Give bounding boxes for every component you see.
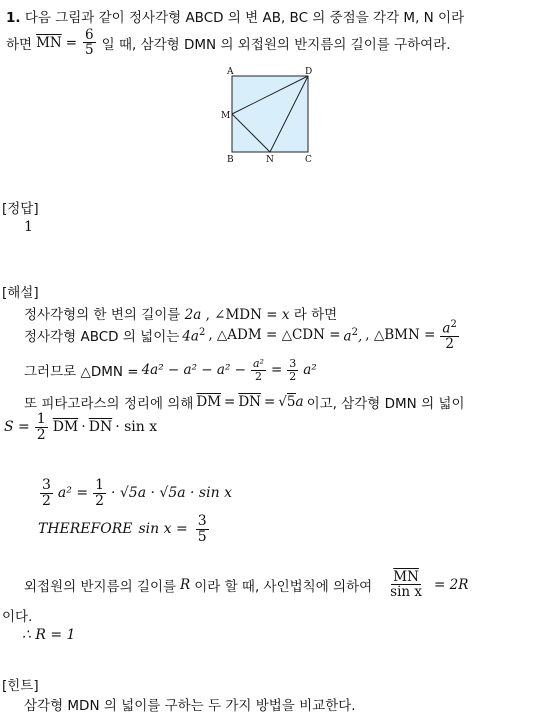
sol3-a2: a² bbox=[303, 362, 317, 379]
sol7-sin: sin x = bbox=[138, 521, 188, 538]
sol7-frac bbox=[196, 514, 209, 544]
solution-line-10: ∴ R = 1 bbox=[22, 627, 76, 643]
sol6-a2: a² = bbox=[57, 485, 89, 502]
mn-fraction-den: 5 bbox=[85, 42, 94, 59]
sol6-frac-den: 2 bbox=[42, 492, 51, 509]
sol3-frac-den: 2 bbox=[254, 369, 262, 383]
solution-line-9: 이다. bbox=[2, 609, 33, 625]
solution-line-7 bbox=[38, 514, 211, 544]
sol3-expr: 4a² − a² − a² − bbox=[141, 362, 246, 379]
sol3-result bbox=[287, 358, 298, 382]
sol5-frac-num: 1 bbox=[36, 411, 46, 427]
sol8-frac-den: sin x bbox=[390, 584, 423, 601]
sol3-text: 그러므로 △DMN = bbox=[24, 364, 139, 381]
sol8-text2: 이라 할 때, 사인법칙에 의하여 bbox=[194, 578, 373, 595]
sol2-area-base: 4a bbox=[182, 328, 199, 345]
sol2-tri: , △ADM = △CDN = bbox=[208, 327, 341, 344]
sol4-eq2: = bbox=[263, 394, 276, 410]
hint-header: [힌트] bbox=[2, 678, 39, 694]
problem-line-2 bbox=[6, 28, 451, 57]
problem-text-1: 다음 그림과 같이 정사각형 ABCD 의 변 AB, BC 의 중점을 각각 M, N 이라 bbox=[24, 10, 465, 26]
solution-line-3 bbox=[24, 358, 317, 382]
label-a: A bbox=[227, 67, 234, 77]
sol2-frac-num bbox=[440, 320, 458, 337]
sol3-result-num: 3 bbox=[289, 357, 297, 370]
sol6-frac bbox=[40, 478, 53, 508]
sol8-eq: = 2R bbox=[434, 576, 469, 593]
sol4-dn: $\overline{DN}$ bbox=[238, 394, 261, 410]
segment-mn: $\overline{MN}$ bbox=[36, 34, 62, 51]
sol2-frac-num-sq: 2 bbox=[450, 319, 457, 330]
sol1-angle: , ∠MDN = bbox=[205, 307, 278, 323]
sol4-sqrt-radicand: 5 bbox=[286, 394, 296, 410]
sol5-dm: $\overline{DM}$ bbox=[52, 419, 79, 436]
square-figure bbox=[218, 64, 318, 166]
square-abcd bbox=[232, 76, 308, 152]
sol8-frac-num: $\overline{MN}$ bbox=[393, 569, 419, 585]
sol2-a2: $a^2$, bbox=[343, 326, 363, 345]
answer-header: [정답] bbox=[2, 201, 39, 217]
sol2-area bbox=[182, 327, 205, 345]
solution-line-8 bbox=[24, 570, 468, 599]
sol5-rest: · sin x bbox=[115, 419, 158, 436]
sol7-therefore: THEREFORE bbox=[38, 521, 133, 538]
sol2-frac-den: 2 bbox=[445, 335, 454, 352]
sol4-sqrt: √5a bbox=[278, 394, 304, 410]
sol4-a: a bbox=[295, 394, 304, 410]
sol8-frac bbox=[388, 570, 424, 599]
sol4-dm: $\overline{DM}$ bbox=[196, 394, 222, 410]
sol3-frac bbox=[251, 358, 266, 382]
sol1-x: x bbox=[281, 307, 290, 323]
label-m: M bbox=[221, 111, 231, 121]
solution-line-2 bbox=[24, 320, 461, 351]
solution-line-4 bbox=[24, 392, 465, 412]
sol3-frac-num: a² bbox=[252, 357, 264, 370]
hint-text: 삼각형 MDN 의 넓이를 구하는 두 가지 방법을 비교한다. bbox=[24, 698, 356, 714]
sol1-end: 라 하면 bbox=[293, 307, 338, 323]
mn-fraction-num: 6 bbox=[85, 27, 94, 43]
label-d: D bbox=[305, 67, 313, 77]
sol5-s: S = bbox=[4, 419, 30, 436]
sol5-dn: $\overline{DN}$ bbox=[88, 419, 113, 436]
problem-line-1 bbox=[6, 6, 464, 26]
sol2-frac-num-base: a bbox=[442, 320, 451, 337]
problem-number: 1. bbox=[6, 10, 21, 26]
sol7-frac-den: 5 bbox=[197, 528, 207, 545]
sol2-area-sq: 2 bbox=[198, 326, 206, 338]
solution-header: [해설] bbox=[2, 285, 39, 301]
mn-fraction bbox=[83, 28, 96, 57]
sol6-frac-num: 3 bbox=[42, 477, 51, 493]
sol6-frac2 bbox=[93, 478, 106, 508]
sol5-frac-den: 2 bbox=[36, 426, 46, 443]
sol2-a2-base: a bbox=[343, 328, 352, 345]
sol2-tri2: , △BMN = bbox=[365, 327, 436, 344]
sol7-frac-num: 3 bbox=[197, 513, 207, 529]
sol1-2a: 2a bbox=[184, 307, 202, 323]
sol4-end: 이고, 삼각형 DMN 의 넓이 bbox=[306, 396, 465, 412]
sol2-a2-sq: 2 bbox=[351, 326, 358, 338]
label-c: C bbox=[305, 155, 312, 165]
sol2-text: 정사각형 ABCD 의 넓이는 bbox=[24, 329, 180, 346]
sol6-rest: · √5a · √5a · sin x bbox=[110, 485, 232, 502]
equals-sign: = bbox=[65, 34, 78, 51]
sol3-result-den: 2 bbox=[289, 369, 297, 383]
solution-line-6 bbox=[38, 478, 232, 508]
label-b: B bbox=[227, 155, 234, 165]
sol8-r: R bbox=[180, 576, 191, 593]
sol4-eq1: = bbox=[224, 394, 236, 410]
answer-value: 1 bbox=[24, 219, 33, 235]
sol5-frac bbox=[35, 412, 48, 442]
sol2-frac bbox=[440, 320, 458, 351]
sol3-eq: = bbox=[270, 362, 283, 379]
problem-text-2a: 하면 bbox=[6, 36, 33, 53]
problem-text-2b: 일 때, 삼각형 DMN 의 외접원의 반지름의 길이를 구하여라. bbox=[101, 36, 451, 53]
label-n: N bbox=[266, 155, 274, 165]
sol6-frac2-num: 1 bbox=[95, 477, 104, 493]
solution-line-5: S = $\frac{1}{2}$ $\overline{DM}$ · $\overline{DN}$ · sin x bbox=[4, 411, 158, 443]
sol4-text: 또 피타고라스의 정리에 의해 bbox=[24, 396, 194, 412]
sol6-frac2-den: 2 bbox=[95, 492, 104, 509]
sol1-text: 정사각형의 한 변의 길이를 bbox=[24, 307, 181, 323]
sol8-text: 외접원의 반지름의 길이를 bbox=[24, 578, 177, 595]
